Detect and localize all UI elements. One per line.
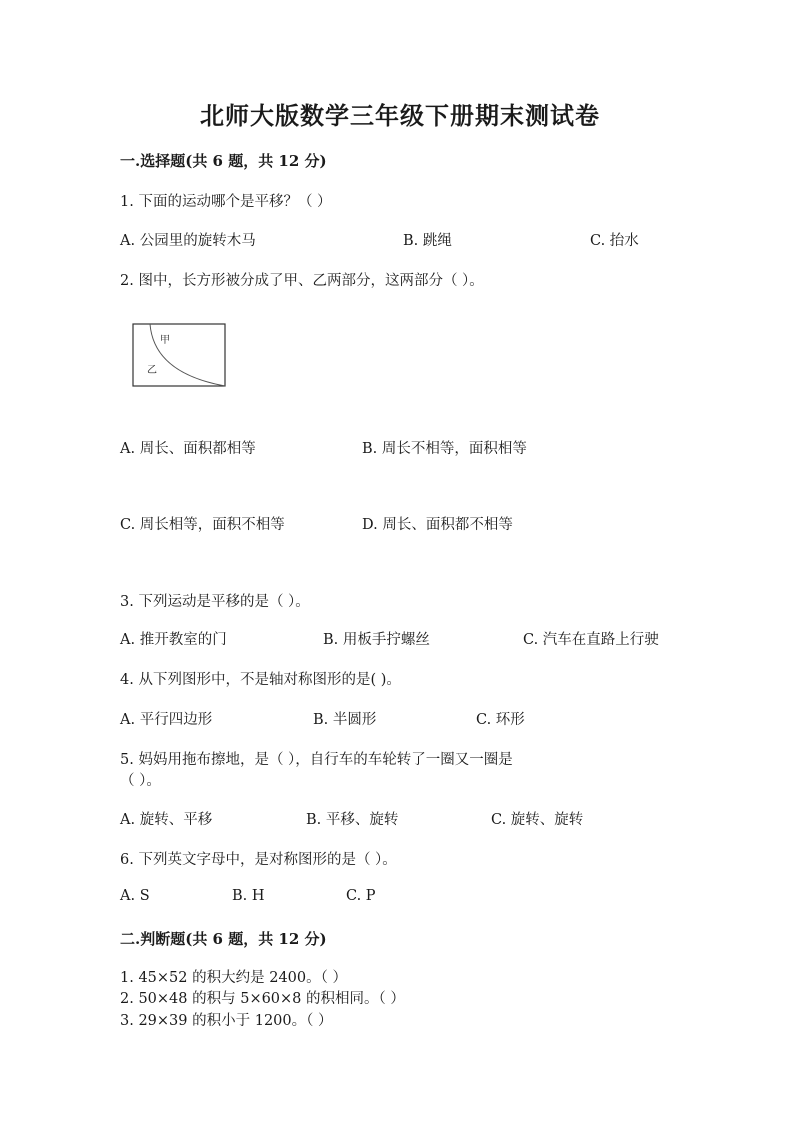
judgment-item-2: 2. 50×48 的积与 5×60×8 的积相同。（ ） [120,991,405,1007]
figure-label-yi: 乙 [147,365,157,376]
q2-option-a: A. 周长、面积都相等 [120,441,256,457]
question-3: 3. 下列运动是平移的是（ ）。 [120,594,310,610]
q5-option-a: A. 旋转、平移 [120,812,213,828]
q3-option-a: A. 推开教室的门 [120,632,227,648]
rectangle-outline [133,324,225,386]
judgment-item-3: 3. 29×39 的积小于 1200。（ ） [120,1013,333,1029]
q5-option-b: B. 平移、旋转 [306,812,399,828]
question-4: 4. 从下列图形中，不是轴对称图形的是( )。 [120,672,401,688]
q5-option-c: C. 旋转、旋转 [491,812,584,828]
question-5-line-2: （ ）。 [120,773,161,789]
judgment-item-1: 1. 45×52 的积大约是 2400。（ ） [120,970,347,986]
q6-option-a: A. S [120,888,150,904]
figure-label-jia: 甲 [160,335,170,346]
rectangle-figure [132,323,227,387]
q4-option-b: B. 半圆形 [313,712,377,728]
q4-option-a: A. 平行四边形 [120,712,213,728]
question-2: 2. 图中，长方形被分成了甲、乙两部分，这两部分（ ）。 [120,273,484,289]
q1-option-b: B. 跳绳 [403,233,452,249]
section-heading-judgment: 二.判断题(共 6 题，共 12 分) [120,930,327,948]
q3-option-b: B. 用板手拧螺丝 [323,632,430,648]
q1-option-a: A. 公园里的旋转木马 [120,233,256,249]
q1-option-c: C. 抬水 [590,233,639,249]
page-title: 北师大版数学三年级下册期末测试卷 [200,101,600,130]
q2-option-d: D. 周长、面积都不相等 [362,517,513,533]
question-6: 6. 下列英文字母中，是对称图形的是（ ）。 [120,852,397,868]
q6-option-b: B. H [232,888,265,904]
dividing-curve [150,324,225,386]
q3-option-c: C. 汽车在直路上行驶 [523,632,659,648]
question-1: 1. 下面的运动哪个是平移？（ ） [120,194,332,210]
q6-option-c: C. P [346,888,376,904]
q4-option-c: C. 环形 [476,712,525,728]
q2-option-b: B. 周长不相等，面积相等 [362,441,527,457]
section-heading-choice: 一.选择题(共 6 题，共 12 分) [120,152,327,170]
q2-option-c: C. 周长相等，面积不相等 [120,517,285,533]
question-5: 5. 妈妈用拖布擦地，是（ ），自行车的车轮转了一圈又一圈是 [120,752,513,768]
